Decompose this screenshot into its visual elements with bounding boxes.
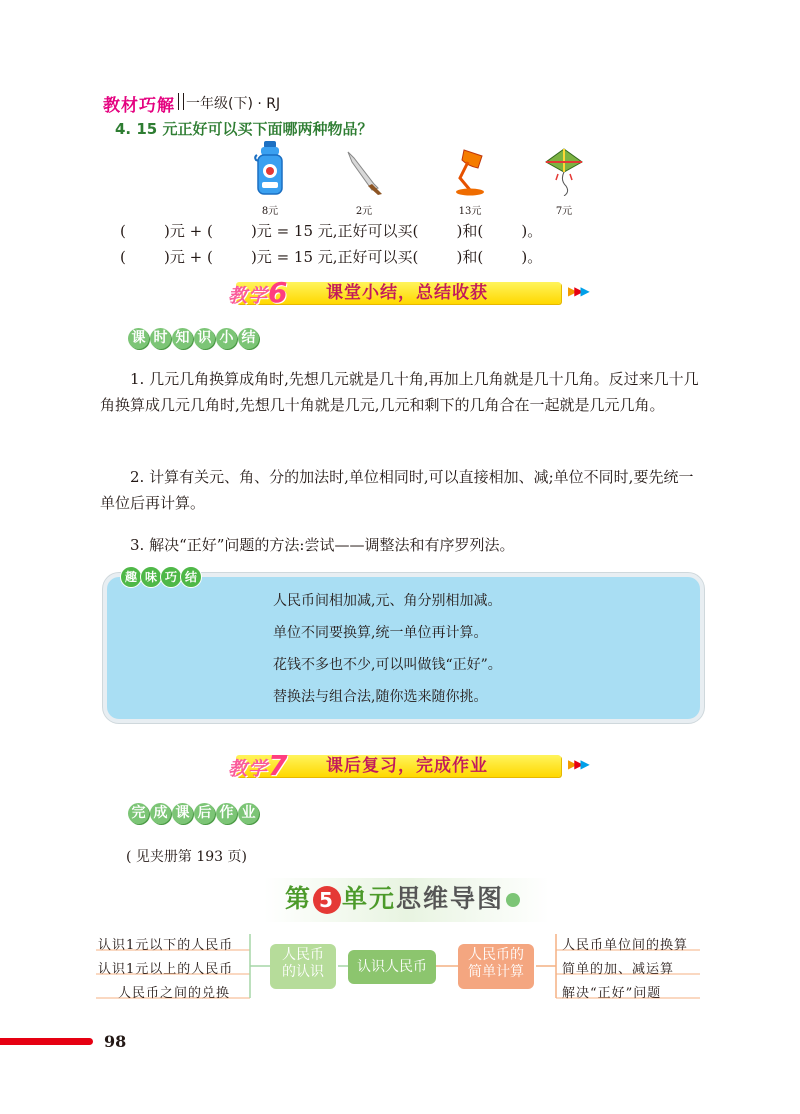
section-title-summary xyxy=(128,327,260,353)
step-6-banner xyxy=(228,276,596,310)
title-char: 作 xyxy=(216,803,237,824)
title-char: 时 xyxy=(150,328,171,349)
mindmap-leaf: 认识1元以上的人民币 xyxy=(98,962,234,977)
rhyme-line: 替换法与组合法,随你选来随你挑。 xyxy=(273,689,488,705)
tag-char: 味 xyxy=(140,566,162,588)
arrow-icons: ▶▶▶ xyxy=(568,284,587,298)
kite-icon xyxy=(544,148,584,196)
rhyme-line: 人民币间相加减,元、角分别相加减。 xyxy=(273,593,502,609)
mindmap-leaf: 人民币之间的兑换 xyxy=(118,986,231,1001)
question-title: 4. 15 元正好可以买下面哪两种物品？ xyxy=(115,120,373,138)
item-bottle xyxy=(240,140,300,217)
fill-in-line-2[interactable]: ( )元 + ( )元 = 15 元,正好可以买( )和( )。 xyxy=(120,248,543,266)
tag-char: 巧 xyxy=(160,566,182,588)
lamp-icon xyxy=(448,148,492,196)
step-7-banner xyxy=(228,749,596,783)
mindmap-node-recognize: 人民币 的认识 xyxy=(270,944,336,989)
fill-in-line-1[interactable]: ( )元 + ( )元 = 15 元,正好可以买( )和( )。 xyxy=(120,222,543,240)
item-lamp xyxy=(440,148,500,217)
mindmap-node-calculate: 人民币的 简单计算 xyxy=(458,944,534,989)
banner-step-tag: 教学7 xyxy=(228,749,289,782)
banner-title: 课后复习，完成作业 xyxy=(326,756,488,776)
section-title-homework xyxy=(128,802,260,828)
mindmap-leaf: 认识1元以下的人民币 xyxy=(98,938,234,953)
item-kite xyxy=(534,148,594,217)
arrow-icons: ▶▶▶ xyxy=(568,757,587,771)
header-divider xyxy=(178,93,184,110)
knife-icon xyxy=(344,148,384,196)
summary-paragraph-3: 3. 解决“正好”问题的方法:尝试——调整法和有序罗列法。 xyxy=(130,536,515,554)
title-char: 课 xyxy=(172,803,193,824)
rhyme-line: 单位不同要换算,统一单位再计算。 xyxy=(273,625,488,641)
page-number: 98 xyxy=(104,1032,127,1051)
tag-char: 趣 xyxy=(120,566,142,588)
mindmap-leaf: 简单的加、减运算 xyxy=(562,962,675,977)
title-dot-icon xyxy=(506,893,520,907)
title-char: 完 xyxy=(128,803,149,824)
title-char: 业 xyxy=(238,803,259,824)
title-char: 课 xyxy=(128,328,149,349)
banner-title: 课堂小结，总结收获 xyxy=(326,283,488,303)
footer-accent-bar xyxy=(0,1038,93,1045)
title-char: 知 xyxy=(172,328,193,349)
mindmap-leaf: 解决“正好”问题 xyxy=(562,986,662,1001)
homework-note: ( 见夹册第 193 页) xyxy=(126,849,247,865)
grade-label: 一年级(下) · RJ xyxy=(186,96,281,112)
item-price: 13元 xyxy=(458,206,482,217)
title-char: 成 xyxy=(150,803,171,824)
banner-step-number: 7 xyxy=(268,749,289,782)
banner-step-number: 6 xyxy=(268,276,289,309)
item-price: 2元 xyxy=(355,206,373,217)
summary-paragraph-1: 1. 几元几角换算成角时,先想几元就是几十角,再加上几角就是几十几角。反过来几十几角换算成几元几角时,先想几十角就是几元,几元和剩下的几角合在一起就是几元几角。 xyxy=(100,370,699,414)
tag-char: 结 xyxy=(180,566,202,588)
item-price: 8元 xyxy=(261,206,279,217)
summary-paragraph-2: 2. 计算有关元、角、分的加法时,单位相同时,可以直接相加、减;单位不同时,要先统一单位后再计算。 xyxy=(100,468,694,512)
item-price: 7元 xyxy=(555,206,573,217)
bottle-icon xyxy=(253,140,287,196)
unit-number-badge: 5 xyxy=(313,886,341,914)
fun-summary-tag xyxy=(120,566,200,588)
mindmap-center-node: 认识人民币 xyxy=(348,950,436,984)
mindmap-title: 第 5 单元思维导图 xyxy=(285,882,520,916)
series-brand: 教材巧解 xyxy=(103,96,175,116)
mindmap-leaf: 人民币单位间的换算 xyxy=(562,938,689,953)
title-char: 结 xyxy=(238,328,259,349)
rhyme-line: 花钱不多也不少,可以叫做钱“正好”。 xyxy=(273,657,502,673)
title-char: 小 xyxy=(216,328,237,349)
item-knife xyxy=(334,148,394,217)
banner-step-tag: 教学6 xyxy=(228,276,289,309)
title-char: 识 xyxy=(194,328,215,349)
title-char: 后 xyxy=(194,803,215,824)
